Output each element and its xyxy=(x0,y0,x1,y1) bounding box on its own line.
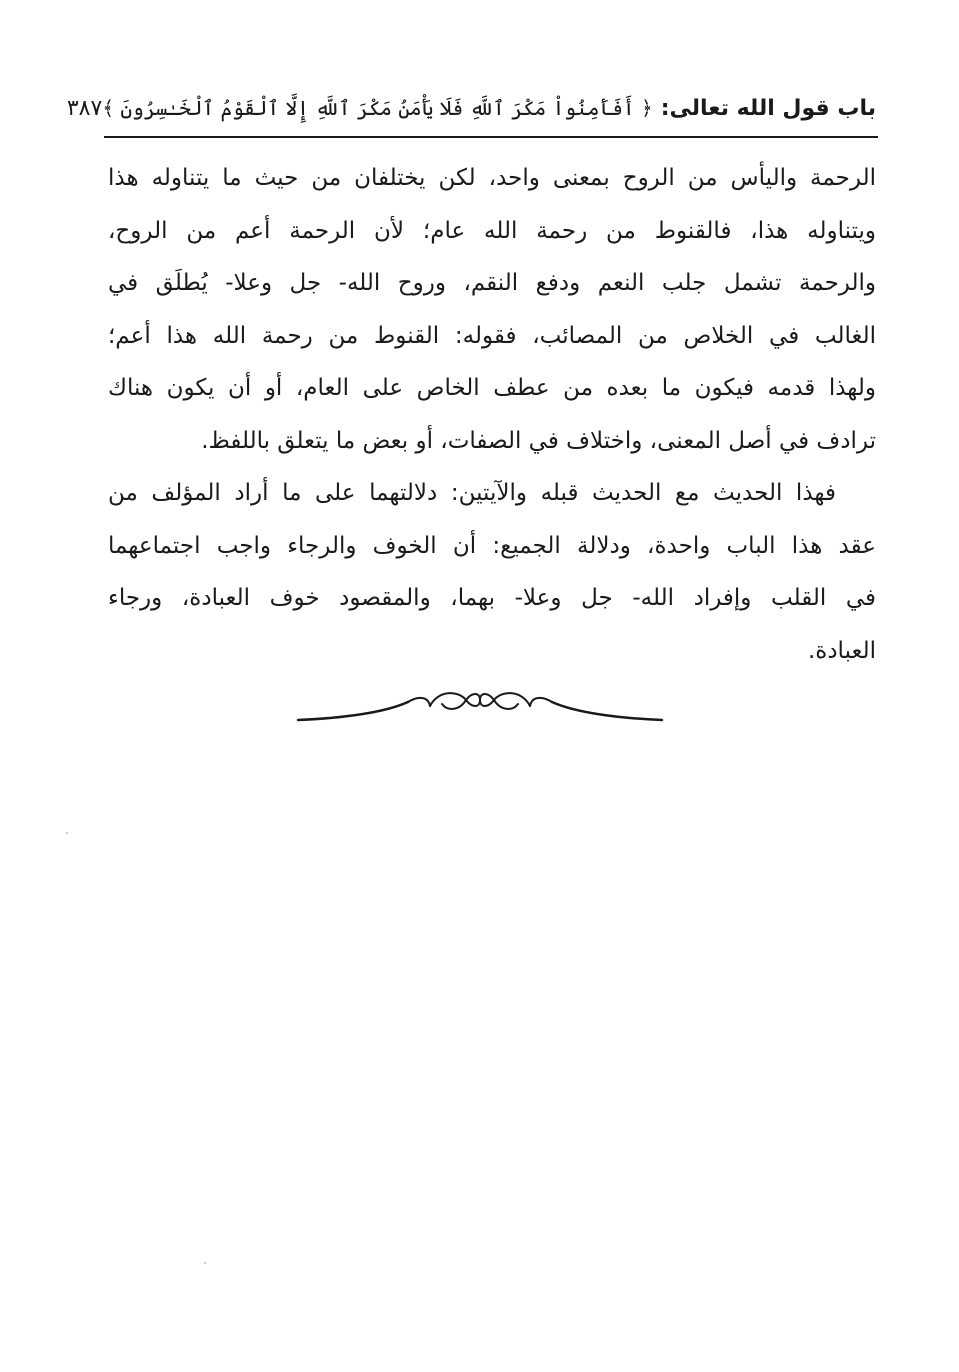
paragraph-1 xyxy=(108,152,876,467)
text-line: ويتناوله هذا، فالقنوط من رحمة الله عام؛ لأن الرحمة أعم من الروح، xyxy=(108,217,876,244)
text-line: في القلب وإفراد الله- جل وعلا- بهما، والمقصود خوف العبادة، ورجاء xyxy=(108,585,876,611)
text-line: والرحمة تشمل جلب النعم ودفع النقم، وروح الله- جل وعلا- يُطلَق في xyxy=(108,270,876,296)
text-line: ولهذا قدمه فيكون ما بعده من عطف الخاص على العام، أو أن يكون هناك xyxy=(108,375,876,401)
page-number: ٣٨٧ xyxy=(66,95,103,121)
text-line: العبادة. xyxy=(807,637,876,664)
text-line: عقد هذا الباب واحدة، ودلالة الجميع: أن الخوف والرجاء واجب اجتماعهما xyxy=(108,532,876,559)
text-line: الغالب في الخلاص من المصائب، فقوله: القنوط من رحمة الله هذا أعم؛ xyxy=(108,322,876,349)
running-header xyxy=(66,86,876,130)
text-line: فهذا الحديث مع الحديث قبله والآيتين: دلالتهما على ما أراد المؤلف من xyxy=(108,480,836,506)
main-text xyxy=(108,152,876,677)
scan-speck xyxy=(66,832,68,834)
quran-verse: ﴿ أَفَأَمِنُواْ مَكْرَ ٱللَّهِ فَلَا يَأْمَنُ مَكْرَ ٱللَّهِ إِلَّا ٱلْقَوْمُ ٱلْخَـٰسِرُونَ ﴾ xyxy=(102,95,653,120)
section-end-flourish-icon xyxy=(296,682,664,730)
text-line: الرحمة واليأس من الروح بمعنى واحد، لكن يختلفان من حيث ما يتناوله هذا xyxy=(108,165,876,191)
scan-speck xyxy=(204,1262,206,1264)
header-divider xyxy=(104,136,878,138)
running-head xyxy=(102,96,876,121)
paragraph-2 xyxy=(108,467,876,677)
text-line: ترادف في أصل المعنى، واختلاف في الصفات، أو بعض ما يتعلق باللفظ. xyxy=(201,427,876,454)
chapter-title: باب قول الله تعالى: xyxy=(660,95,876,121)
